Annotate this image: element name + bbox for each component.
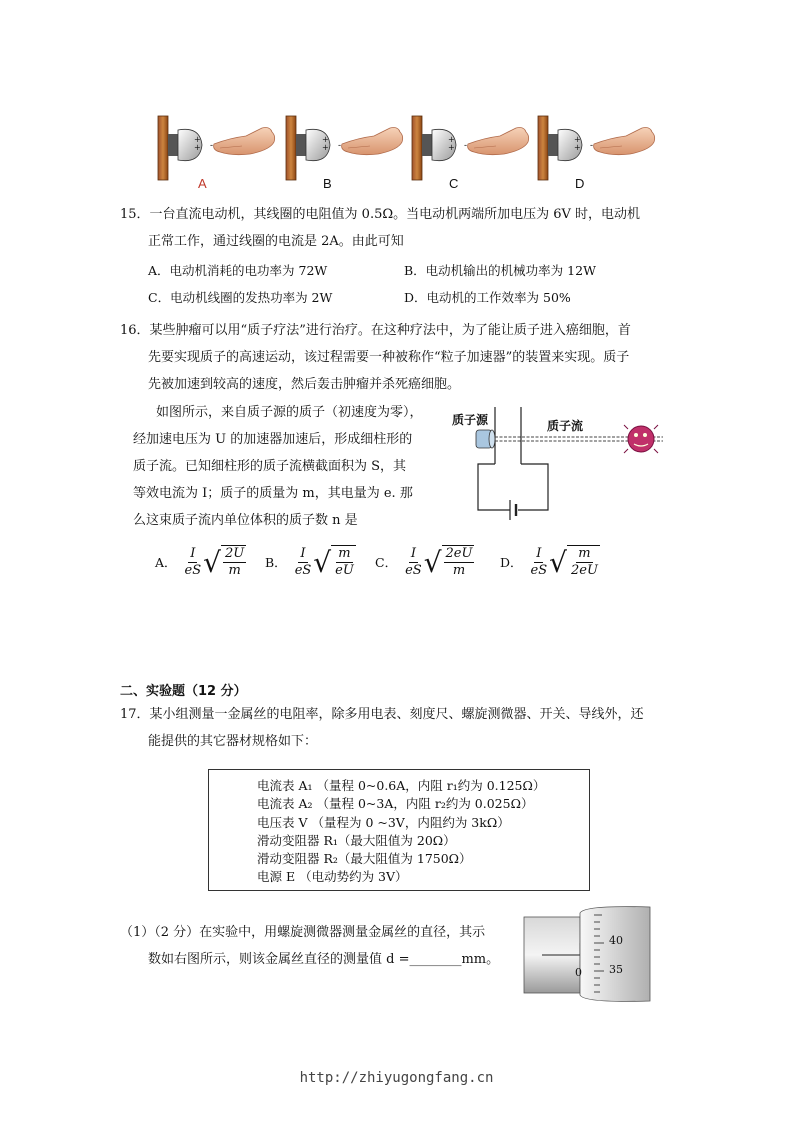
q16-option-c-letter: C． (375, 555, 398, 570)
q15-line2: 正常工作，通过线圈的电流是 2A。由此可知 (148, 234, 404, 249)
equipment-item-6: 电源 E （电动势约为 3V） (257, 869, 408, 884)
micrometer-figure (522, 903, 654, 1005)
q16-option-b-num: I (300, 545, 306, 561)
proton-beam-label: 质子流 (547, 419, 584, 433)
equipment-item-3: 电压表 V （量程为 0 ~3V，内阻约为 3kΩ） (257, 815, 510, 830)
q16-option-b-rad-num: m (338, 546, 351, 561)
q16-option-b-den: eS (294, 562, 312, 578)
micrometer-tick-40: 40 (609, 934, 623, 947)
micrometer-tick-35: 35 (609, 963, 623, 976)
q16-option-c (375, 545, 474, 579)
q16-option-d-frac (529, 546, 550, 579)
q16-line2: 先要实现质子的高速运动，该过程需要一种被称作“粒子加速器”的装置来实现。质子 (148, 350, 630, 365)
q17-line1: 17．某小组测量一金属丝的电阻率，除多用电表、刻度尺、螺旋测微器、开关、导线外，还 (120, 707, 644, 722)
q15-option-a: A．电动机消耗的电功率为 72W (148, 263, 328, 278)
q16-option-b-frac (293, 546, 314, 579)
q16-option-d-letter: D． (500, 555, 523, 570)
q15-option-d: D．电动机的工作效率为 50% (404, 290, 571, 305)
q17-part1-line1: （1）（2 分）在实验中，用螺旋测微器测量金属丝的直径，其示 (120, 925, 486, 940)
equipment-item-1: 电流表 A₁ （量程 0~0.6A，内阻 r₁约为 0.125Ω） (257, 778, 546, 793)
equipment-item-4: 滑动变阻器 R₁（最大阻值为 20Ω） (257, 833, 456, 848)
q15-option-c: C．电动机线圈的发热功率为 2W (148, 290, 333, 305)
q16-option-d-num: I (536, 545, 542, 561)
q16-option-b (265, 545, 356, 579)
q16-line3: 先被加速到较高的速度，然后轰击肿瘤并杀死癌细胞。 (148, 377, 461, 392)
q15-option-b: B．电动机输出的机械功率为 12W (404, 263, 596, 278)
figure-label-a: A (198, 176, 207, 191)
q16-option-a-letter: A． (155, 555, 177, 570)
q16-para-1: 如图所示，来自质子源的质子（初速度为零）， (156, 405, 423, 420)
q16-option-c-num: I (410, 545, 416, 561)
q17-part1-line2: 数如右图所示，则该金属丝直径的测量值 d =________mm。 (148, 952, 500, 967)
q16-option-d-rad-den: 2eU (570, 563, 598, 578)
q16-para-5: 么这束质子流内单位体积的质子数 n 是 (133, 513, 358, 528)
footer-url: http://zhiyugongfang.cn (299, 1070, 494, 1086)
q16-option-b-letter: B． (265, 555, 287, 570)
q16-line1: 16．某些肿瘤可以用“质子疗法”进行治疗。在这种疗法中，为了能让质子进入癌细胞，首 (120, 323, 631, 338)
q16-para-3: 质子流。已知细柱形的质子流横截面积为 S，其 (133, 459, 407, 474)
q16-option-a (155, 545, 246, 579)
q16-option-a-sqrt: √ $\frac{2U}{m}$ (203, 545, 245, 579)
q16-option-d-den: eS (530, 562, 548, 578)
equipment-item-2: 电流表 A₂ （量程 0~3A，内阻 r₂约为 0.025Ω） (257, 796, 534, 811)
figure-label-d: D (575, 176, 585, 191)
q16-option-d-rad-num: m (578, 546, 591, 561)
q16-option-a-den: eS (184, 562, 202, 578)
panel-d (538, 116, 655, 180)
charge-hand-figure (150, 112, 670, 192)
q16-option-b-rad-den: eU (335, 563, 354, 578)
q15-line1: 15．一台直流电动机，其线圈的电阻值为 0.5Ω。当电动机两端所加电压为 6V 时，电动机 (120, 207, 641, 222)
q16-option-c-rad-den: m (452, 563, 466, 578)
proton-source-label: 质子源 (452, 413, 489, 427)
equipment-item-5: 滑动变阻器 R₂（最大阻值为 1750Ω） (257, 851, 472, 866)
panel-c (412, 116, 529, 180)
figure-label-c: C (449, 176, 459, 191)
q16-option-c-den: eS (405, 562, 422, 578)
q16-option-c-sqrt: √ $\frac{2eU}{m}$ (423, 545, 473, 579)
q16-option-c-frac (403, 546, 424, 579)
q16-option-a-frac (183, 546, 204, 579)
q16-option-c-rad-num: 2eU (445, 546, 473, 561)
section-2-title: 二、实验题（12 分） (120, 684, 247, 699)
q16-para-2: 经加速电压为 U 的加速器加速后，形成细柱形的 (133, 432, 413, 447)
q16-option-a-num: I (190, 545, 196, 561)
q16-option-d (500, 545, 600, 579)
panel-a (158, 116, 275, 180)
q16-para-4: 等效电流为 I；质子的质量为 m，其电量为 e. 那 (133, 486, 413, 501)
q16-option-a-rad-den: m (228, 563, 241, 578)
q17-line2: 能提供的其它器材规格如下： (148, 734, 318, 749)
panel-b (286, 116, 403, 180)
q16-option-d-sqrt: √ $\frac{m}{2eU}$ (549, 545, 598, 579)
equipment-box (208, 769, 590, 891)
q16-option-a-rad-num: 2U (224, 546, 245, 561)
q16-option-b-sqrt: √ $\frac{m}{eU}$ (313, 545, 354, 579)
figure-label-b: B (323, 176, 332, 191)
micrometer-tick-0: 0 (575, 966, 582, 979)
